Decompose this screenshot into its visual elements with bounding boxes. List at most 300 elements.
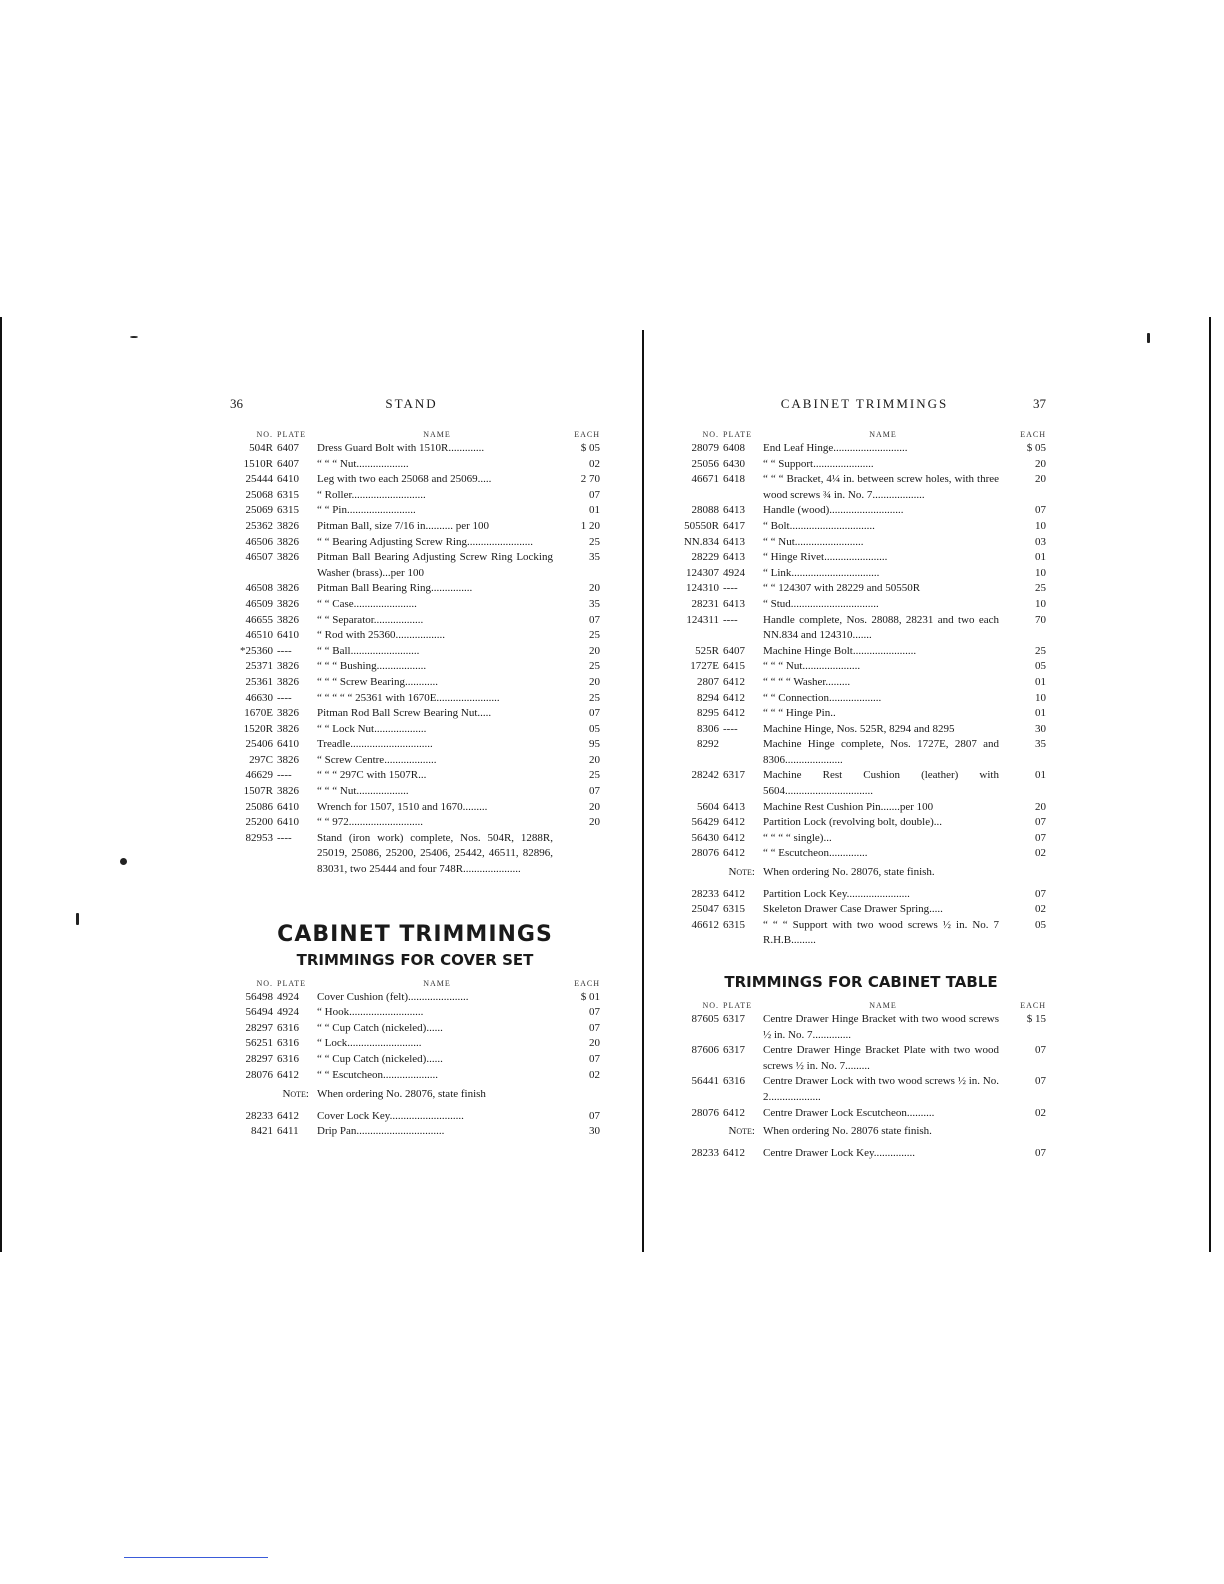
part-number: 46507 xyxy=(245,551,273,564)
part-price: 03 xyxy=(1035,535,1046,548)
plate-number: ---- xyxy=(723,582,738,595)
table-row xyxy=(230,628,600,644)
plate-number: 3826 xyxy=(277,660,299,673)
part-number: 124307 xyxy=(686,566,719,579)
part-price: 20 xyxy=(589,582,600,595)
subsection-title: TRIMMINGS FOR COVER SET xyxy=(296,950,534,969)
part-price: $ 15 xyxy=(1026,1013,1046,1025)
note-label: Note: xyxy=(728,866,755,879)
part-number: 46671 xyxy=(691,473,719,486)
part-number: 8292 xyxy=(697,738,719,751)
plate-number: 6315 xyxy=(723,903,745,916)
part-price: 2 70 xyxy=(580,473,600,486)
table-row xyxy=(230,613,600,629)
part-name: Pitman Rod Ball Screw Bearing Nut..... xyxy=(317,707,492,720)
plate-number: 6412 xyxy=(723,691,745,704)
part-number: 50550R xyxy=(684,519,719,532)
part-number: 56498 xyxy=(245,990,273,1003)
part-number: 28076 xyxy=(245,1068,273,1081)
table-header xyxy=(676,1001,1046,1010)
plate-number: 4924 xyxy=(723,566,745,579)
part-name: “ “ Escutcheon.................... xyxy=(317,1068,438,1081)
plate-number: 6412 xyxy=(723,1106,745,1119)
part-number: 87605 xyxy=(691,1013,719,1025)
part-price: $ 01 xyxy=(580,990,600,1003)
part-name: “ “ Nut......................... xyxy=(763,535,864,548)
table-row xyxy=(676,1106,1046,1122)
plate-number: 6418 xyxy=(723,473,745,486)
plate-number: 6410 xyxy=(277,800,299,813)
part-price: 20 xyxy=(589,816,600,829)
table-row xyxy=(230,1124,600,1140)
plate-number: 6410 xyxy=(277,738,299,751)
part-number: 87606 xyxy=(691,1044,719,1057)
part-number: 25047 xyxy=(691,903,719,916)
part-price: 07 xyxy=(1035,1044,1046,1057)
part-price: 25 xyxy=(589,691,600,704)
plate-number: 3826 xyxy=(277,785,299,798)
part-number: 124310 xyxy=(686,582,719,595)
part-price: 02 xyxy=(1035,903,1046,916)
header-plate: PLATE xyxy=(723,430,752,439)
table-row xyxy=(676,644,1046,660)
part-name: “ “ “ Nut................... xyxy=(317,785,409,798)
part-number: 25362 xyxy=(245,519,273,532)
plate-number: 6407 xyxy=(723,644,745,657)
note-text: When ordering No. 28076, state finish. xyxy=(763,866,935,879)
part-number: 28076 xyxy=(691,847,719,860)
part-number: 8294 xyxy=(697,691,719,704)
table-row xyxy=(676,1012,1046,1043)
part-name: Handle (wood)........................... xyxy=(763,504,904,517)
part-price: 02 xyxy=(1035,1106,1046,1119)
table-header xyxy=(676,430,1046,439)
part-price: 25 xyxy=(589,535,600,548)
part-price: 07 xyxy=(1035,1146,1046,1159)
part-name: “ Rod with 25360.................. xyxy=(317,629,446,642)
table-row xyxy=(230,1109,600,1125)
part-number: 28233 xyxy=(691,1146,719,1159)
part-name: “ Hinge Rivet....................... xyxy=(763,551,888,564)
part-name: “ “ “ Hinge Pin.. xyxy=(763,707,836,720)
table-row xyxy=(230,1021,600,1037)
note-label: Note: xyxy=(728,1125,755,1138)
plate-number: 6415 xyxy=(723,660,745,673)
part-price: 07 xyxy=(1035,1075,1046,1088)
part-price: 20 xyxy=(1035,800,1046,813)
table-row xyxy=(676,550,1046,566)
table-row xyxy=(676,706,1046,722)
subsection-title: TRIMMINGS FOR CABINET TABLE xyxy=(724,973,998,991)
plate-number: 3826 xyxy=(277,535,299,548)
part-name: “ “ Ball......................... xyxy=(317,644,420,657)
plate-number: 4924 xyxy=(277,1006,299,1019)
part-number: 8421 xyxy=(251,1125,273,1138)
part-number: 28231 xyxy=(691,597,719,610)
note-text: When ordering No. 28076 state finish. xyxy=(763,1125,932,1138)
part-number: 8306 xyxy=(697,722,719,735)
part-name: “ “ 972........................... xyxy=(317,816,424,829)
part-name: “ Roller........................... xyxy=(317,488,426,501)
plate-number: 6316 xyxy=(277,1037,299,1050)
running-head-title: STAND xyxy=(385,396,438,411)
cabinet-table-list xyxy=(676,1012,1046,1121)
header-name: NAME xyxy=(869,1001,897,1010)
plate-number: 6316 xyxy=(723,1075,745,1088)
header-no: NO. xyxy=(256,978,273,988)
table-row xyxy=(230,457,600,473)
part-name: Pitman Ball, size 7/16 in.......... per 100 xyxy=(317,519,490,532)
part-name: Centre Drawer Hinge Bracket Plate with two wood screws ½ in. No. 7......... xyxy=(763,1044,999,1072)
table-row xyxy=(676,472,1046,503)
part-name: “ “ “ Bracket, 4¼ in. between screw holes, with three wood screws ¾ in. No. 7................... xyxy=(763,473,999,501)
plate-number: 6413 xyxy=(723,597,745,610)
part-price: 25 xyxy=(589,660,600,673)
part-name: Centre Drawer Lock Escutcheon.......... xyxy=(763,1106,935,1119)
scan-speck xyxy=(76,913,79,925)
part-price: 07 xyxy=(1035,504,1046,517)
table-row xyxy=(676,902,1046,918)
table-row xyxy=(230,581,600,597)
left-running-head xyxy=(230,396,600,412)
plate-number: ---- xyxy=(277,831,292,844)
part-number: 25371 xyxy=(245,660,273,673)
table-row xyxy=(676,800,1046,816)
plate-number: 6413 xyxy=(723,551,745,564)
table-row xyxy=(676,1146,1046,1162)
part-number: 1510R xyxy=(243,457,273,470)
part-number: 46612 xyxy=(691,918,719,931)
table-row xyxy=(676,691,1046,707)
left-scan-edge xyxy=(0,317,2,1252)
header-plate: PLATE xyxy=(277,430,306,439)
cabinet-trimmings-list-continued xyxy=(676,887,1046,949)
part-name: “ Bolt............................... xyxy=(763,519,875,532)
left-page xyxy=(230,396,600,1140)
table-row xyxy=(230,990,600,1006)
table-row xyxy=(676,519,1046,535)
part-name: “ “ “ “ single)... xyxy=(763,831,832,844)
part-price: 35 xyxy=(1035,738,1046,751)
plate-number: 6408 xyxy=(723,442,745,454)
gutter-line xyxy=(642,330,644,1252)
part-name: “ “ “ Bushing.................. xyxy=(317,660,427,673)
table-row xyxy=(230,722,600,738)
part-number: 82953 xyxy=(245,831,273,844)
part-name: Machine Rest Cushion (leather) with 5604................................ xyxy=(763,769,999,798)
header-name: NAME xyxy=(423,430,451,439)
table-row xyxy=(676,566,1046,582)
part-number: 28242 xyxy=(691,769,719,782)
part-name: “ Hook........................... xyxy=(317,1006,424,1019)
part-price: 25 xyxy=(1035,644,1046,657)
table-header xyxy=(230,430,600,439)
part-number: 2807 xyxy=(697,675,719,688)
plate-number: 6412 xyxy=(723,831,745,844)
blue-rule xyxy=(124,1557,268,1558)
table-row xyxy=(230,1005,600,1021)
part-number: 56251 xyxy=(245,1037,273,1050)
plate-number: 6412 xyxy=(277,1068,299,1081)
part-price: 07 xyxy=(589,488,600,501)
plate-number: 6411 xyxy=(277,1125,299,1138)
plate-number: 6413 xyxy=(723,535,745,548)
table-header xyxy=(230,979,600,988)
table-row xyxy=(230,441,600,457)
part-number: 56494 xyxy=(245,1006,273,1019)
part-name: “ “ Cup Catch (nickeled)...... xyxy=(317,1021,443,1034)
part-name: “ “ Support...................... xyxy=(763,457,874,470)
cabinet-table-list-continued xyxy=(676,1146,1046,1162)
part-number: 28079 xyxy=(691,442,719,454)
header-no: NO. xyxy=(256,430,273,439)
plate-number: 6317 xyxy=(723,1044,745,1057)
plate-number: 6317 xyxy=(723,769,745,782)
part-number: 25056 xyxy=(691,457,719,470)
part-name: Stand (iron work) complete, Nos. 504R, 1288R, 25019, 25086, 25200, 25406, 25442, 46511, 82896, 83031, two 25444 and four 748R..................... xyxy=(317,831,553,876)
part-price: 01 xyxy=(1035,769,1046,782)
header-each: EACH xyxy=(1020,430,1046,439)
right-running-head xyxy=(676,396,1046,412)
plate-number: 6413 xyxy=(723,800,745,813)
plate-number: 6410 xyxy=(277,473,299,486)
part-number: 46509 xyxy=(245,597,273,610)
part-name: Centre Drawer Lock with two wood screws ½ in. No. 2................... xyxy=(763,1075,999,1103)
part-price: 1 20 xyxy=(580,519,600,532)
part-price: 70 xyxy=(1035,613,1046,626)
header-each: EACH xyxy=(1020,1001,1046,1010)
part-number: 28297 xyxy=(245,1053,273,1065)
part-number: 46630 xyxy=(245,691,273,704)
table-row xyxy=(230,1052,600,1068)
cabinet-trimmings-list xyxy=(676,441,1046,862)
part-price: 05 xyxy=(1035,918,1046,931)
table-row xyxy=(230,706,600,722)
part-price: 20 xyxy=(589,675,600,688)
table-row xyxy=(676,722,1046,738)
part-price: 25 xyxy=(589,629,600,642)
part-price: 07 xyxy=(1035,831,1046,844)
part-name: “ “ Case....................... xyxy=(317,597,417,610)
part-number: 56441 xyxy=(691,1075,719,1088)
plate-number: 6316 xyxy=(277,1053,299,1065)
part-number: *25360 xyxy=(240,644,273,657)
part-price: 01 xyxy=(1035,551,1046,564)
part-price: 07 xyxy=(1035,887,1046,900)
part-price: 07 xyxy=(589,707,600,720)
table-row xyxy=(676,659,1046,675)
part-name: “ “ “ “ Washer......... xyxy=(763,675,851,688)
part-name: Dress Guard Bolt with 1510R............. xyxy=(317,442,485,454)
part-price: 07 xyxy=(589,1053,600,1065)
page-number: 36 xyxy=(230,396,243,411)
part-number: 46510 xyxy=(245,629,273,642)
part-name: Centre Drawer Lock Key............... xyxy=(763,1146,916,1159)
part-price: $ 05 xyxy=(1026,442,1046,454)
table-row xyxy=(230,488,600,504)
plate-number: ---- xyxy=(723,613,738,626)
part-number: 28297 xyxy=(245,1021,273,1034)
part-price: 10 xyxy=(1035,566,1046,579)
plate-number: 6412 xyxy=(277,1109,299,1122)
table-row xyxy=(676,597,1046,613)
table-row xyxy=(230,675,600,691)
part-name: “ Screw Centre................... xyxy=(317,753,437,766)
right-scan-edge xyxy=(1209,317,1211,1252)
table-row xyxy=(676,846,1046,862)
part-number: 25406 xyxy=(245,738,273,751)
plate-number: 6412 xyxy=(723,675,745,688)
part-name: Machine Hinge complete, Nos. 1727E, 2807 and 8306..................... xyxy=(763,738,999,766)
part-name: Leg with two each 25068 and 25069..... xyxy=(317,473,492,486)
table-row xyxy=(676,535,1046,551)
header-plate: PLATE xyxy=(723,1001,752,1010)
cover-set-list-continued xyxy=(230,1109,600,1140)
note-label: Note: xyxy=(282,1088,309,1101)
running-head-title: CABINET TRIMMINGS xyxy=(780,396,949,411)
scan-speck xyxy=(120,858,127,865)
part-price: 07 xyxy=(589,613,600,626)
table-row xyxy=(230,597,600,613)
table-row xyxy=(676,737,1046,768)
plate-number: 3826 xyxy=(277,519,299,532)
plate-number: 6417 xyxy=(723,519,745,532)
part-name: “ “ “ Nut..................... xyxy=(763,660,861,673)
table-row xyxy=(230,753,600,769)
header-name: NAME xyxy=(869,430,897,439)
part-price: 02 xyxy=(1035,847,1046,860)
part-number: 25068 xyxy=(245,488,273,501)
part-name: “ “ Cup Catch (nickeled)...... xyxy=(317,1053,443,1065)
cover-set-list xyxy=(230,990,600,1084)
table-row xyxy=(676,815,1046,831)
note-text: When ordering No. 28076, state finish xyxy=(317,1088,486,1101)
table-row xyxy=(230,1068,600,1084)
part-price: 20 xyxy=(589,753,600,766)
part-number: 1520R xyxy=(243,722,273,735)
table-row xyxy=(676,768,1046,799)
plate-number: 6407 xyxy=(277,442,299,454)
part-number: 56430 xyxy=(691,831,719,844)
part-price: 95 xyxy=(589,738,600,751)
plate-number: ---- xyxy=(277,644,292,657)
plate-number: ---- xyxy=(277,691,292,704)
scan-speck xyxy=(130,336,138,338)
part-name: “ “ Pin......................... xyxy=(317,504,416,517)
part-number: 25200 xyxy=(245,816,273,829)
note-row xyxy=(230,1087,600,1103)
table-row xyxy=(676,503,1046,519)
plate-number: 6315 xyxy=(277,504,299,517)
right-page xyxy=(676,396,1046,1161)
part-number: 28229 xyxy=(691,551,719,564)
part-name: “ “ “ Screw Bearing............ xyxy=(317,675,438,688)
part-number: 25444 xyxy=(245,473,273,486)
part-number: 28233 xyxy=(245,1109,273,1122)
plate-number: 6315 xyxy=(723,918,745,931)
plate-number: 6317 xyxy=(723,1013,745,1025)
plate-number: 3826 xyxy=(277,753,299,766)
part-price: 25 xyxy=(1035,582,1046,595)
part-price: 10 xyxy=(1035,691,1046,704)
part-number: 25069 xyxy=(245,504,273,517)
part-number: 8295 xyxy=(697,707,719,720)
part-name: Centre Drawer Hinge Bracket with two wood screws ½ in. No. 7.............. xyxy=(763,1013,999,1041)
part-number: 5604 xyxy=(697,800,719,813)
part-number: 28076 xyxy=(691,1106,719,1119)
plate-number: 6413 xyxy=(723,504,745,517)
plate-number: 3826 xyxy=(277,551,299,564)
plate-number: 6412 xyxy=(723,707,745,720)
plate-number: 3826 xyxy=(277,707,299,720)
part-price: 02 xyxy=(589,1068,600,1081)
part-price: 07 xyxy=(589,1006,600,1019)
header-plate: PLATE xyxy=(277,978,306,988)
plate-number: 6315 xyxy=(277,488,299,501)
part-number: NN.834 xyxy=(683,535,719,548)
part-name: “ “ Connection................... xyxy=(763,691,882,704)
part-price: 07 xyxy=(589,1021,600,1034)
header-each: EACH xyxy=(574,978,600,988)
part-number: 25361 xyxy=(245,675,273,688)
table-row xyxy=(676,581,1046,597)
table-row xyxy=(676,887,1046,903)
table-row xyxy=(676,441,1046,457)
part-price: 01 xyxy=(589,504,600,517)
part-price: $ 05 xyxy=(580,442,600,454)
plate-number: 6412 xyxy=(723,816,745,829)
part-name: “ Link................................ xyxy=(763,566,880,579)
plate-number: 3826 xyxy=(277,582,299,595)
note-row xyxy=(676,1124,1046,1140)
plate-number: 6410 xyxy=(277,629,299,642)
table-row xyxy=(230,550,600,581)
part-name: Partition Lock Key....................... xyxy=(763,887,910,900)
stand-parts-list xyxy=(230,441,600,878)
plate-number: 3826 xyxy=(277,722,299,735)
part-name: Treadle.............................. xyxy=(317,738,433,751)
part-number: 525R xyxy=(695,644,719,657)
plate-number: 3826 xyxy=(277,597,299,610)
note-row xyxy=(676,865,1046,881)
part-name: Machine Rest Cushion Pin.......per 100 xyxy=(763,800,934,813)
header-name: NAME xyxy=(423,978,451,988)
table-row xyxy=(230,503,600,519)
plate-number: 6410 xyxy=(277,816,299,829)
part-number: 297C xyxy=(249,753,273,766)
part-number: 46655 xyxy=(245,613,273,626)
plate-number: ---- xyxy=(277,769,292,782)
header-no: NO. xyxy=(702,430,719,439)
plate-number: 3826 xyxy=(277,613,299,626)
part-price: 01 xyxy=(1035,675,1046,688)
part-price: 07 xyxy=(589,785,600,798)
section-title: CABINET TRIMMINGS xyxy=(277,921,553,947)
table-row xyxy=(676,613,1046,644)
table-row xyxy=(230,644,600,660)
plate-number: 3826 xyxy=(277,675,299,688)
table-row xyxy=(676,831,1046,847)
table-row xyxy=(230,831,600,878)
part-name: “ “ “ “ “ 25361 with 1670E....................... xyxy=(317,691,500,704)
part-number: 124311 xyxy=(686,613,719,626)
part-number: 46506 xyxy=(245,535,273,548)
scan-speck xyxy=(1147,333,1150,343)
part-price: 25 xyxy=(589,769,600,782)
part-price: 20 xyxy=(589,1037,600,1050)
table-row xyxy=(230,815,600,831)
part-name: Machine Hinge Bolt....................... xyxy=(763,644,917,657)
